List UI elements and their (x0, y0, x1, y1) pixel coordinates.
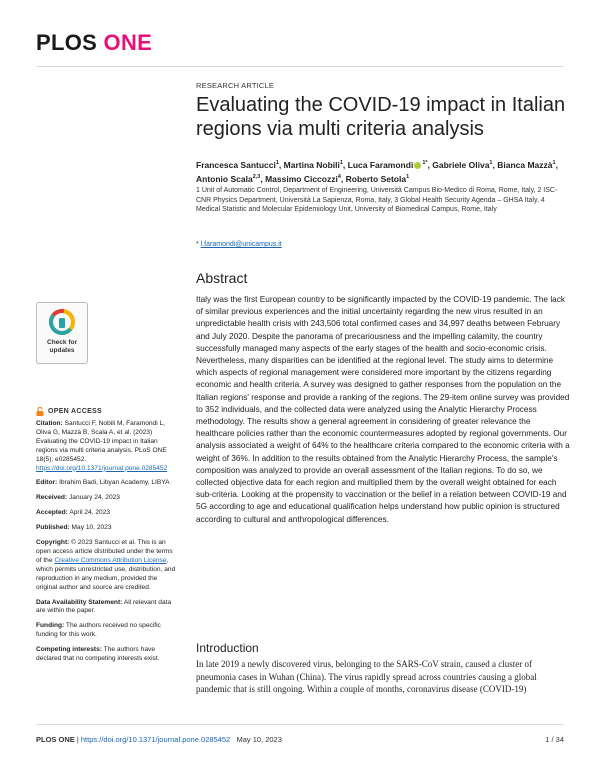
author-name: Antonio Scala (196, 173, 253, 184)
author-affiliation-mark: 1 (552, 160, 556, 166)
author-name: Roberto Setola (345, 173, 407, 184)
abstract-heading: Abstract (196, 270, 248, 286)
author-separator: , (278, 159, 284, 170)
author-separator: , (260, 173, 266, 184)
received-date: January 24, 2023 (67, 494, 120, 502)
author-name: Bianca Mazzà (497, 159, 553, 170)
author-separator: , (342, 159, 348, 170)
funding-label: Funding: (36, 622, 65, 630)
badge-line2: updates (49, 346, 75, 354)
author-name: Francesca Santucci (196, 159, 276, 170)
competing-interests-text: The authors have declared that no competing interests exist. (36, 646, 160, 663)
introduction-text: In late 2019 a newly discovered virus, belonging to the SARS-CoV strain, caused a cluster of pneumonia cases in Wuhan (China). The virus rapidly spread across countries causing a global pandemic that is still ongoing. Within a couple of months, coronavirus disease (COVID-19) (196, 659, 537, 695)
copyright-label: Copyright: (36, 539, 70, 547)
data-availability-text: All relevant data are within the paper. (36, 598, 172, 615)
open-lock-icon (36, 407, 44, 416)
logo-plos: PLOS (36, 30, 98, 55)
data-availability-block (36, 599, 178, 617)
data-availability-label: Data Availability Statement: (36, 598, 123, 606)
author-affiliation-mark: 1 (406, 173, 410, 180)
copyright-text: © 2023 Santucci et al. This is an open access article distributed under the terms of the (36, 539, 173, 564)
author-affiliation-mark: 1 (275, 160, 279, 166)
funding-block (36, 622, 178, 640)
author-separator: , (492, 159, 498, 170)
author-affiliation-mark: 2,3 (252, 173, 261, 180)
competing-interests-block (36, 646, 178, 664)
footer-doi-link[interactable]: https://doi.org/10.1371/journal.pone.0285452 (80, 735, 231, 744)
competing-interests-label: Competing interests: (36, 646, 102, 654)
citation-text: Santucci F, Nobili M, Faramondi L, Oliva G, Mazzà B, Scala A, et al. (2023) Evaluating the COVID-19 impact in Italian regions via multi criteria analysis. PLoS ONE 18(5): e0285452. (36, 420, 167, 463)
funding-text: The authors received no specific funding for this work. (36, 622, 161, 639)
open-access-label (36, 407, 102, 416)
footer-journal: PLOS ONE (36, 735, 75, 744)
plos-one-logo (36, 30, 152, 56)
accepted-label: Accepted: (36, 509, 68, 517)
author-name: Massimo Ciccozzi (265, 173, 338, 184)
citation-label: Citation: (36, 420, 63, 427)
article-metadata-sidebar (36, 420, 178, 670)
check-for-updates-badge[interactable] (36, 302, 88, 364)
copyright-block (36, 539, 178, 592)
author-name: Luca Faramondi (347, 159, 414, 170)
editor-text: Ibrahim Badi, Libyan Academy, LIBYA (57, 479, 170, 487)
orcid-icon[interactable] (414, 162, 421, 169)
copyright-tail: , which permits unrestricted use, distribution, and reproduction in any medium, provided the original author and source are credited. (36, 556, 176, 591)
badge-line1: Check for (47, 339, 77, 346)
author-separator: , (427, 159, 433, 170)
open-access-text: OPEN ACCESS (48, 408, 102, 415)
logo-one: ONE (103, 30, 153, 55)
editor-block (36, 479, 178, 488)
corresponding-email-line (196, 241, 282, 248)
author-separator: , (555, 159, 558, 170)
page-footer (36, 735, 282, 744)
published-block (36, 524, 178, 533)
author-affiliation-mark: 4 (337, 173, 341, 180)
email-asterisk: * (196, 241, 201, 248)
abstract-text: Italy was the first European country to be significantly impacted by the COVID-19 pandemic. The lack of similar previous experiences and the initial uncertainty regarding the new virus resulted in an unpredictable health crisis with 243,506 total confirmed cases and 34,997 deaths between February and July 2020. Despite the panorama of precariousness and the impelling calamity, the country successfully managed many aspects of the early stages of the health and socio-economic crisis. Nevertheless, many disparities can be identified at the regional level. The study aims to determine which aspects of regional management were considered more important by the citizens regarding economic and health criteria. A survey was designed to gather responses from the population on the Italian regions' response and provide a ranking of the regions. The 29-item online survey was provided to 352 individuals, and the collected data were analyzed using the Analytic Hierarchy Process methodology. The results show a general agreement in considering of greater relevance the healthcare policies rather than the economic countermeasures adopted by regional governments. Our analysis associated a weight of 64% to the healthcare criteria compared to the economic criteria with a weight of 36%. In addition to the results obtained from the Analytic Hierarchy Process, the sample's composition was analyzed to provide an overall assessment of the Italian regions. To do so, we collected objective data for each region and multiplied them by the overall weight obtained for each sub-criteria. Looking at the propensity to vaccination or the belief in a relation between COVID-19 and 5G according to age and educational qualification helps understand how public opinion is structured according to cultural and anthropological differences. (196, 295, 570, 524)
footer-date: May 10, 2023 (236, 735, 282, 744)
editor-label: Editor: (36, 479, 58, 487)
article-title: Evaluating the COVID-19 impact in Italian regions via multi criteria analysis (196, 94, 566, 140)
accepted-block (36, 509, 178, 518)
article-type: RESEARCH ARTICLE (196, 81, 275, 90)
author-name: Martina Nobili (283, 159, 340, 170)
author-name: Gabriele Oliva (432, 159, 490, 170)
footer-divider (36, 724, 564, 725)
header-divider (36, 66, 564, 67)
received-label: Received: (36, 494, 68, 502)
citation-doi-link[interactable]: https://doi.org/10.1371/journal.pone.0285452 (36, 464, 168, 472)
introduction-heading: Introduction (196, 641, 259, 655)
accepted-date: April 24, 2023 (67, 509, 111, 517)
received-block (36, 494, 178, 503)
published-label: Published: (36, 524, 70, 532)
citation-block (36, 420, 178, 473)
published-date: May 10, 2023 (69, 524, 112, 532)
author-affiliation-mark: 1 (489, 160, 493, 166)
author-separator: , (340, 173, 346, 184)
license-link[interactable]: Creative Commons Attribution License (54, 556, 167, 564)
author-affiliation-mark: 1* (422, 160, 428, 166)
badge-label (37, 339, 87, 354)
footer-separator: | (74, 735, 81, 744)
crossmark-icon (49, 309, 75, 335)
author-affiliation-mark: 1 (339, 160, 343, 166)
affiliations: 1 Unit of Automatic Control, Department of Engineering, Università Campus Bio-Medico di Roma, Rome, Italy, 2 ISC-CNR Physics Department, Università La Sapienza, Roma, Italy, 3 Global Health Security Agenda – GHSA Italy, 4 Medical Statistic and Molecular Epidemiology Unit, University of Biomedical Campus, Rome, Italy (196, 187, 558, 214)
page-number: 1 / 34 (545, 735, 564, 744)
author-list (196, 157, 566, 185)
corresponding-email-link[interactable]: l.faramondi@unicampus.it (200, 241, 282, 248)
